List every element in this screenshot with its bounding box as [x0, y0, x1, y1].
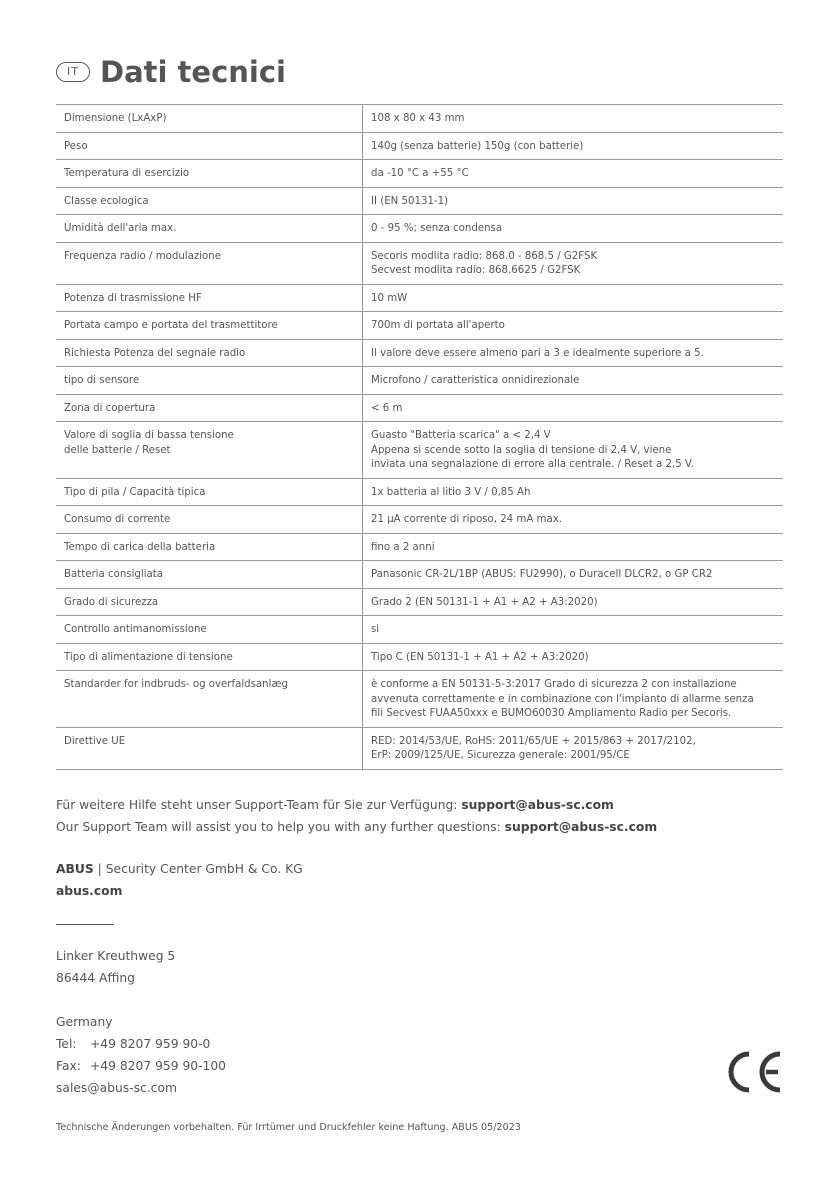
- spec-label: Richiesta Potenza del segnale radio: [56, 339, 363, 367]
- table-row: [56, 105, 783, 133]
- support-text-en: Our Support Team will assist you to help you with any further questions:: [56, 820, 505, 834]
- spec-value: si: [371, 624, 380, 635]
- table-row: [56, 643, 783, 671]
- spec-value: 21 µA corrente di riposo, 24 mA max.: [371, 514, 562, 525]
- spec-value: 0 - 95 %; senza condensa: [371, 223, 503, 234]
- table-row: [56, 394, 783, 422]
- contact-fax-line: [56, 1055, 226, 1077]
- spec-label: Frequenza radio / modulazione: [56, 242, 363, 284]
- table-row: [56, 215, 783, 243]
- spec-value: Il valore deve essere almeno pari a 3 e idealmente superiore a 5.: [371, 347, 704, 359]
- table-row: [56, 588, 783, 616]
- spec-label: Standarder for indbruds- og overfaldsanlæg: [56, 671, 363, 728]
- spec-value: è conforme a EN 50131-5-3:2017 Grado di sicurezza 2 con installazione avvenuta correttamente e in combinazione con l'impianto di allarme senza fili Secvest FUAA50xxx e BUMO60030 Ampliamento Radio per Secoris.: [371, 679, 754, 719]
- table-row: [56, 160, 783, 188]
- spec-label: Tempo di carica della batteria: [56, 533, 363, 561]
- company-name: Security Center GmbH & Co. KG: [105, 862, 303, 876]
- spec-value: da -10 °C a +55 °C: [371, 168, 469, 179]
- spec-label: Zona di copertura: [56, 394, 363, 422]
- spec-value: < 6 m: [371, 402, 403, 414]
- table-row: [56, 187, 783, 215]
- spec-label: Peso: [56, 132, 363, 160]
- table-row: [56, 242, 783, 284]
- table-row: [56, 616, 783, 644]
- spec-label: Controllo antimanomissione: [56, 616, 363, 644]
- spec-value: Guasto "Batteria scarica" a < 2,4 V Appena si scende sotto la soglia di tensione di 2,4 V, viene inviata una segnalazione di errore alla centrale. / Reset a 2,5 V.: [371, 430, 694, 470]
- spec-label: Valore di soglia di bassa tensione delle batterie / Reset: [56, 422, 363, 479]
- support-email-en[interactable]: support@abus-sc.com: [504, 820, 658, 834]
- address-street: Linker Kreuthweg 5: [56, 949, 176, 963]
- spec-value: 140g (senza batterie) 150g (con batterie): [371, 140, 584, 152]
- contact-country: Germany: [56, 1015, 113, 1029]
- table-row: [56, 422, 783, 479]
- section-heading: [56, 52, 286, 92]
- support-line-en: [56, 816, 657, 838]
- fax-label: Fax:: [56, 1059, 81, 1073]
- table-row: [56, 533, 783, 561]
- footer-disclaimer: Technische Änderungen vorbehalten. Für Irrtümer und Druckfehler keine Haftung. ABUS 05/2023: [56, 1122, 521, 1133]
- spec-value: Secoris modlita radio: 868.0 - 868.5 / G2FSK Secvest modlita radio: 868.6625 / G2FSK: [371, 250, 598, 276]
- table-row: [56, 132, 783, 160]
- contact-email[interactable]: sales@abus-sc.com: [56, 1081, 177, 1095]
- spec-label: tipo di sensore: [56, 367, 363, 395]
- table-row: [56, 506, 783, 534]
- table-row: [56, 561, 783, 589]
- spec-label: Consumo di corrente: [56, 506, 363, 534]
- spec-label: Potenza di trasmissione HF: [56, 284, 363, 312]
- spec-label: Tipo di pila / Capacità tipica: [56, 478, 363, 506]
- support-block: [56, 794, 657, 838]
- table-row: [56, 367, 783, 395]
- contact-block: [56, 1011, 226, 1099]
- spec-label: Temperatura di esercizio: [56, 160, 363, 188]
- ce-mark-logo: [722, 1050, 784, 1094]
- spec-value: 10 mW: [371, 292, 408, 304]
- divider: [56, 924, 114, 925]
- spec-label: Tipo di alimentazione di tensione: [56, 643, 363, 671]
- spec-value: Grado 2 (EN 50131-1 + A1 + A2 + A3:2020): [371, 596, 598, 608]
- table-row: [56, 671, 783, 728]
- spec-value: II (EN 50131-1): [371, 195, 449, 207]
- table-row: [56, 339, 783, 367]
- company-line: [56, 858, 303, 880]
- spec-value: fino a 2 anni: [371, 541, 435, 553]
- spec-value: Panasonic CR-2L/1BP (ABUS: FU2990), o Duracell DLCR2, o GP CR2: [371, 569, 713, 580]
- website-link[interactable]: abus.com: [56, 884, 123, 898]
- address-city: 86444 Affing: [56, 971, 135, 985]
- spec-label: Dimensione (LxAxP): [56, 105, 363, 133]
- contact-tel-line: [56, 1033, 226, 1055]
- spec-value: 108 x 80 x 43 mm: [371, 113, 465, 124]
- brand-name: ABUS: [56, 862, 94, 876]
- specs-table: [56, 104, 783, 770]
- tel-number[interactable]: +49 8207 959 90-0: [90, 1037, 211, 1051]
- spec-label: Portata campo e portata del trasmettitore: [56, 312, 363, 340]
- table-row: [56, 727, 783, 769]
- page-title: Dati tecnici: [100, 55, 286, 89]
- spec-label: Umidità dell'aria max.: [56, 215, 363, 243]
- spec-value: Tipo C (EN 50131-1 + A1 + A2 + A3:2020): [371, 651, 589, 663]
- table-row: [56, 312, 783, 340]
- fax-number: +49 8207 959 90-100: [90, 1059, 226, 1073]
- support-email-de[interactable]: support@abus-sc.com: [461, 798, 614, 812]
- spec-label: Grado di sicurezza: [56, 588, 363, 616]
- support-text-de: Für weitere Hilfe steht unser Support-Team für Sie zur Verfügung:: [56, 798, 462, 812]
- spec-value: RED: 2014/53/UE, RoHS: 2011/65/UE + 2015/863 + 2017/2102, ErP: 2009/125/UE, Sicurezza generale: 2001/95/CE: [371, 735, 696, 761]
- language-badge: IT: [56, 62, 90, 82]
- spec-value: 700m di portata all'aperto: [371, 320, 505, 331]
- address-block: [56, 945, 175, 989]
- support-line-de: [56, 794, 657, 816]
- spec-value: 1x batteria al litio 3 V / 0,85 Ah: [371, 486, 531, 498]
- spec-label: Direttive UE: [56, 727, 363, 769]
- brand-separator: |: [93, 862, 106, 876]
- tel-label: Tel:: [56, 1037, 77, 1051]
- spec-label: Batteria consigliata: [56, 561, 363, 589]
- spec-value: Microfono / caratteristica onnidirezionale: [371, 375, 580, 386]
- table-row: [56, 478, 783, 506]
- spec-label: Classe ecologica: [56, 187, 363, 215]
- company-block: [56, 858, 303, 902]
- table-row: [56, 284, 783, 312]
